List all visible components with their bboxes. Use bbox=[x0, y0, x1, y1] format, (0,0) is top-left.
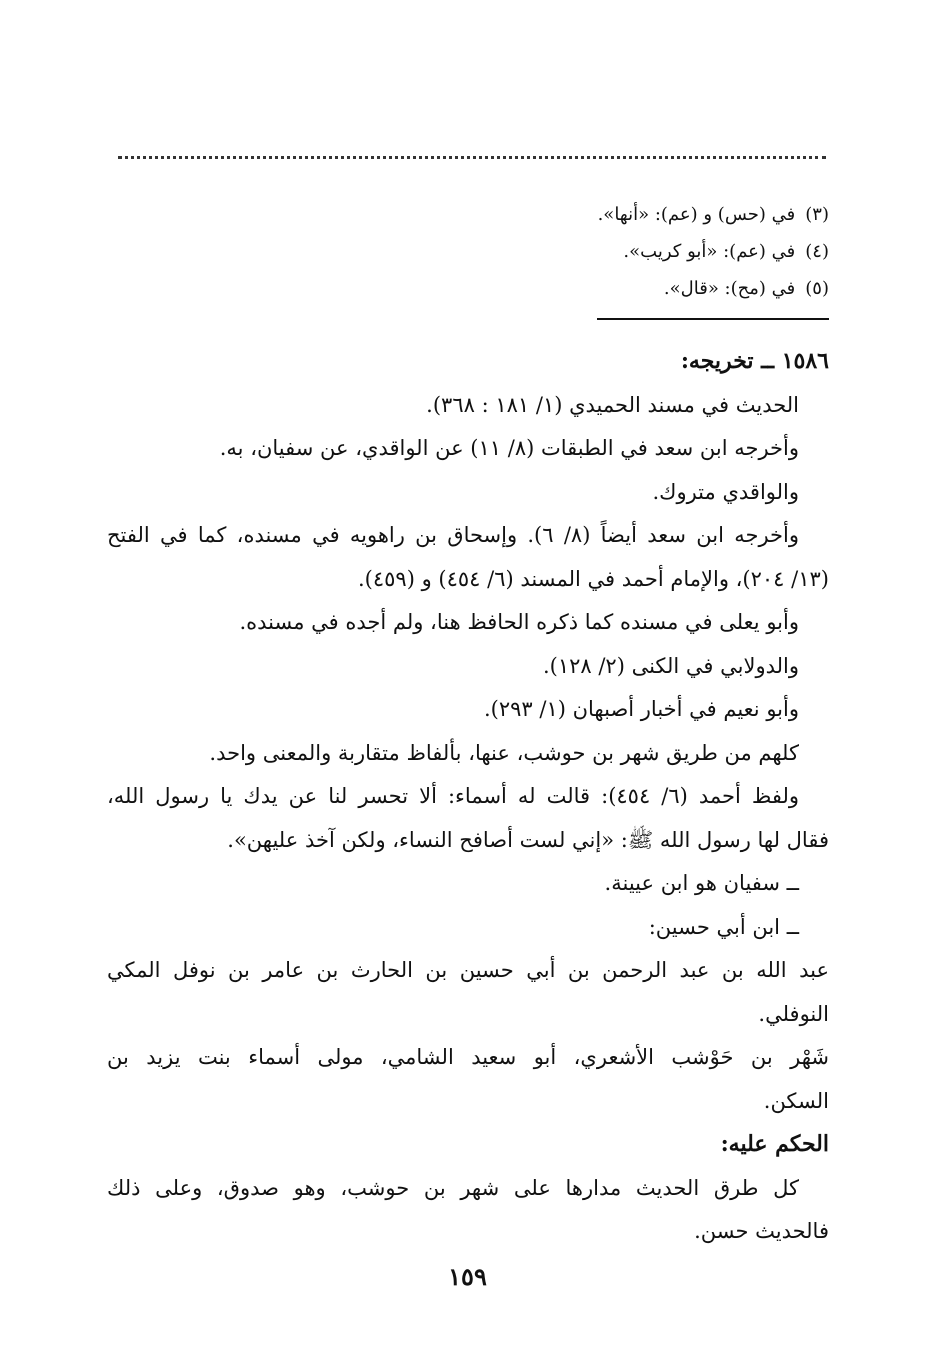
footnote-number: (٤) bbox=[805, 241, 829, 262]
section-heading: ١٥٨٦ ــ تخريجه: bbox=[680, 348, 829, 374]
text-line: ولفظ أحمد (٦/ ٤٥٤): قالت له أسماء: ألا تحسر لنا عن يدك يا رسول الله، bbox=[107, 784, 799, 808]
text-line: كل طرق الحديث مدارها على شهر بن حوشب، وهو صدوق، وعلى ذلك bbox=[107, 1175, 799, 1200]
text-line: فالحديث حسن. bbox=[694, 1219, 829, 1243]
text-line: الحديث في مسند الحميدي (١/ ١٨١ : ٣٦٨). bbox=[426, 392, 799, 417]
footnote-number: (٣) bbox=[805, 204, 829, 225]
text-line: وأبو يعلى في مسنده كما ذكره الحافظ هنا، ولم أجده في مسنده. bbox=[239, 610, 799, 634]
footnote-text: في (مح): «قال». bbox=[663, 278, 796, 299]
text-line: فقال لها رسول الله ﷺ: «إني لست أصافح النساء، ولكن آخذ عليهن». bbox=[227, 827, 829, 852]
section-separator-rule bbox=[597, 318, 829, 320]
text-line: وأبو نعيم في أخبار أصبهان (١/ ٢٩٣). bbox=[483, 697, 799, 721]
footnote-3 bbox=[129, 196, 829, 233]
text-line: والواقدي متروك. bbox=[652, 479, 799, 504]
footnotes bbox=[129, 196, 829, 307]
footnote-text: في (حس) و (عم): «أنها». bbox=[597, 204, 796, 225]
text-line: ــ ابن أبي حسين: bbox=[648, 914, 799, 939]
text-line: وأخرجه ابن سعد أيضاً (٨/ ٦). وإسحاق بن راهويه في مسنده، كما في الفتح bbox=[107, 523, 799, 547]
text-line: ــ سفيان هو ابن عيينة. bbox=[604, 871, 799, 895]
text-line: النوفلي. bbox=[758, 1001, 829, 1026]
footnote-separator-dotted bbox=[118, 156, 826, 159]
footnote-4 bbox=[129, 233, 829, 270]
main-text bbox=[107, 340, 829, 1254]
footnote-5 bbox=[129, 270, 829, 307]
footnote-text: في (عم): «أبو كريب». bbox=[623, 241, 796, 262]
text-line: (١٣/ ٢٠٤)، والإمام أحمد في المسند (٦/ ٤٥٤) و (٤٥٩). bbox=[357, 566, 829, 591]
text-line: كلهم من طريق شهر بن حوشب، عنها، بألفاظ متقاربة والمعنى واحد. bbox=[209, 740, 799, 765]
judgment-heading: الحكم عليه: bbox=[720, 1131, 829, 1157]
text-line: عبد الله بن عبد الرحمن بن أبي حسين بن الحارث بن عامر بن نوفل المكي bbox=[107, 958, 829, 982]
text-line: وأخرجه ابن سعد في الطبقات (٨/ ١١) عن الواقدي، عن سفيان، به. bbox=[219, 436, 799, 460]
page-number: ١٥٩ bbox=[448, 1262, 487, 1291]
footnote-number: (٥) bbox=[805, 278, 829, 299]
text-line: السكن. bbox=[763, 1088, 829, 1113]
text-line: والدولابي في الكنى (٢/ ١٢٨). bbox=[542, 653, 799, 678]
text-line: شَهْر بن حَوْشب الأشعري، أبو سعيد الشامي، مولى أسماء بنت يزيد بن bbox=[107, 1045, 829, 1069]
